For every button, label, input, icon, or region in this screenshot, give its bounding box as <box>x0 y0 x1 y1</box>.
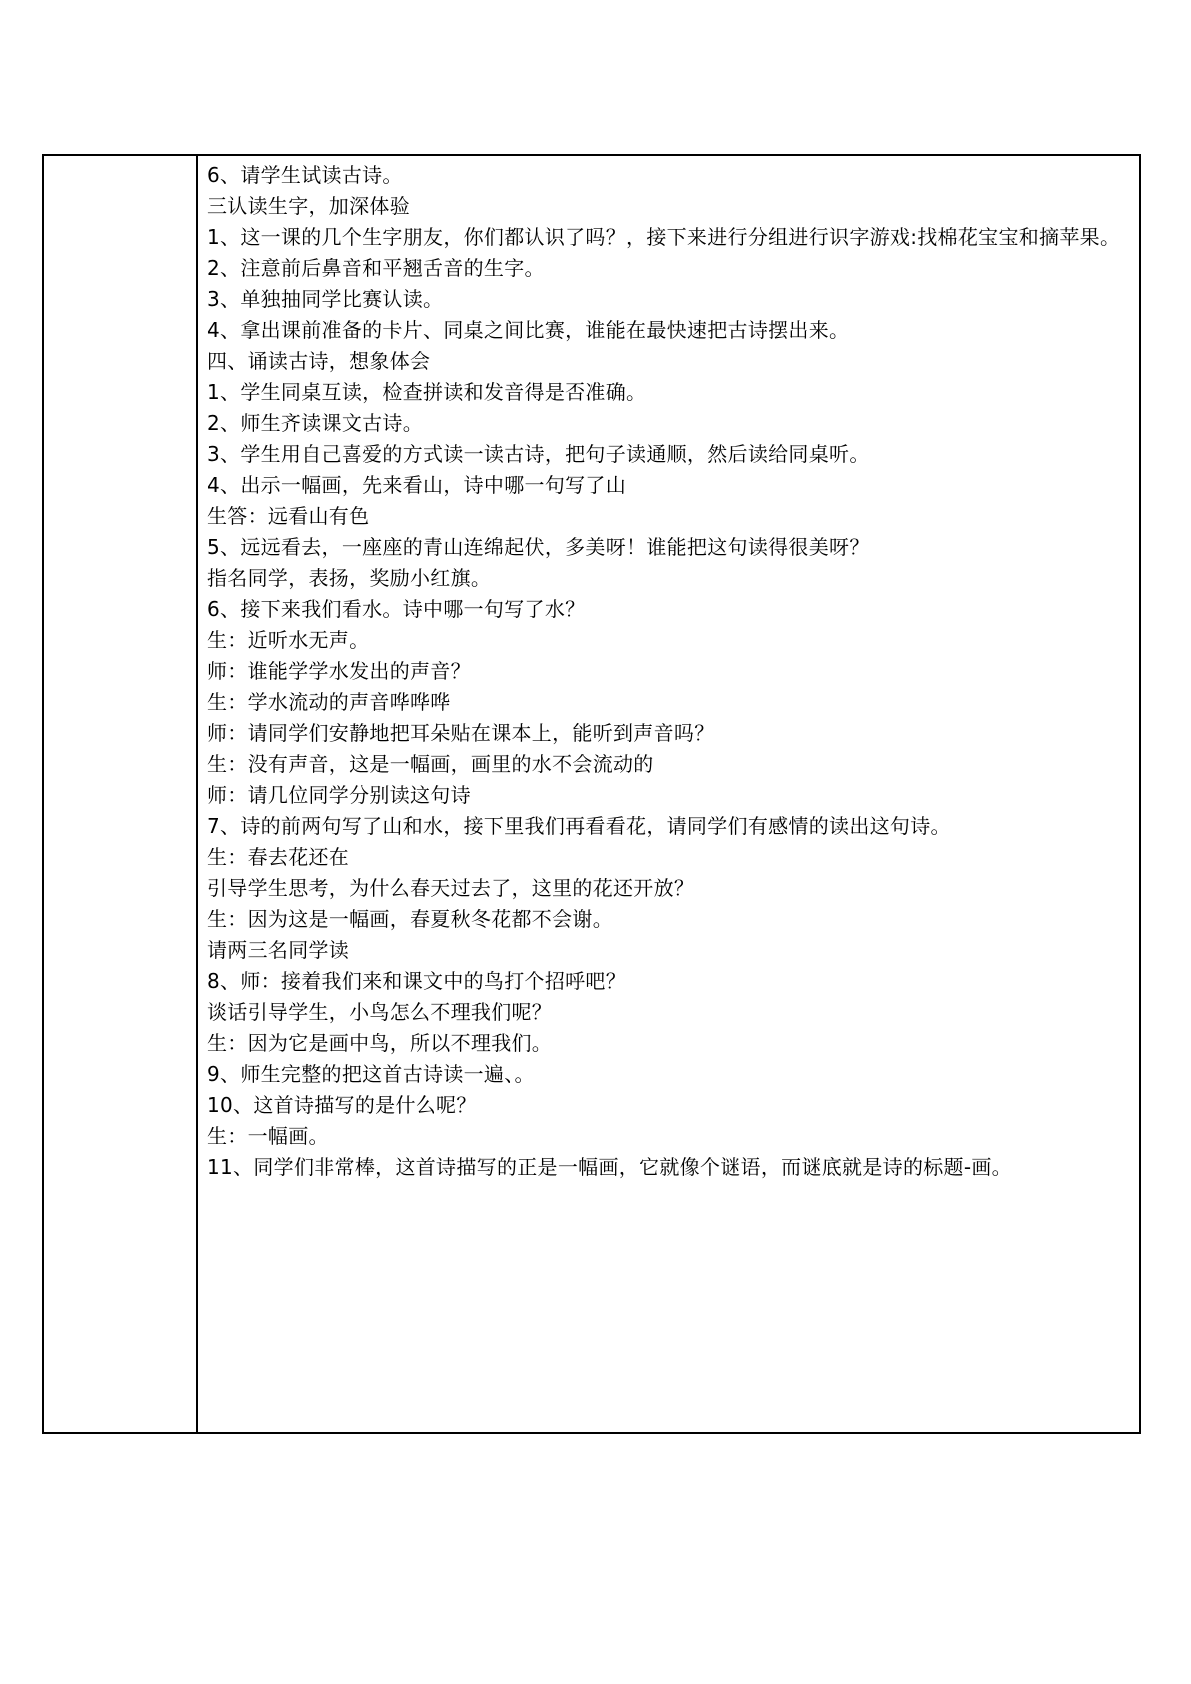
section-heading: 三认读生字，加深体验 <box>207 194 410 218</box>
text-line: 生：没有声音，这是一幅画，画里的水不会流动的 <box>207 752 654 776</box>
text-line: 师：请同学们安静地把耳朵贴在课本上，能听到声音吗？ <box>207 721 715 745</box>
text-line: 10、这首诗描写的是什么呢？ <box>207 1093 477 1117</box>
text-line: 生：近听水无声。 <box>207 628 370 652</box>
text-line: 引导学生思考，为什么春天过去了，这里的花还开放？ <box>207 876 695 900</box>
text-line: 1、这一课的几个生字朋友，你们都认识了吗？，接下来进行分组进行识字游戏:找棉花宝宝和摘苹果。 <box>207 225 1121 249</box>
text-line: 生答：远看山有色 <box>207 504 370 528</box>
text-line: 6、请学生试读古诗。 <box>207 163 403 187</box>
text-line: 师：请几位同学分别读这句诗 <box>207 783 471 807</box>
text-line: 6、接下来我们看水。诗中哪一句写了水？ <box>207 597 586 621</box>
lesson-plan-table <box>42 154 1141 1434</box>
text-line: 生：一幅画。 <box>207 1124 329 1148</box>
text-line: 5、远远看去，一座座的青山连绵起伏，多美呀！谁能把这句读得很美呀？ <box>207 535 870 559</box>
table-content-cell <box>198 156 1139 1432</box>
text-line: 师：谁能学学水发出的声音？ <box>207 659 471 683</box>
text-line: 3、学生用自己喜爱的方式读一读古诗，把句子读通顺，然后读给同桌听。 <box>207 442 870 466</box>
text-line: 2、师生齐读课文古诗。 <box>207 411 424 435</box>
text-line: 生：春去花还在 <box>207 845 350 869</box>
text-line: 8、师：接着我们来和课文中的鸟打个招呼吧？ <box>207 969 627 993</box>
lesson-text <box>207 160 1131 1183</box>
text-line: 生：因为这是一幅画，春夏秋冬花都不会谢。 <box>207 907 613 931</box>
text-line: 谈话引导学生，小鸟怎么不理我们呢？ <box>207 1000 553 1024</box>
text-line: 生：学水流动的声音哗哗哗 <box>207 690 451 714</box>
text-line: 1、学生同桌互读，检查拼读和发音得是否准确。 <box>207 380 647 404</box>
text-line: 指名同学，表扬，奖励小红旗。 <box>207 566 492 590</box>
section-heading: 四、诵读古诗，想象体会 <box>207 349 431 373</box>
text-line: 3、单独抽同学比赛认读。 <box>207 287 444 311</box>
text-line: 7、诗的前两句写了山和水，接下里我们再看看花，请同学们有感情的读出这句诗。 <box>207 814 951 838</box>
text-line: 2、注意前后鼻音和平翘舌音的生字。 <box>207 256 545 280</box>
text-line: 生：因为它是画中鸟，所以不理我们。 <box>207 1031 553 1055</box>
text-line: 4、拿出课前准备的卡片、同桌之间比赛，谁能在最快速把古诗摆出来。 <box>207 318 850 342</box>
text-line: 9、师生完整的把这首古诗读一遍、。 <box>207 1062 535 1086</box>
text-line: 4、出示一幅画，先来看山，诗中哪一句写了山 <box>207 473 627 497</box>
table-left-cell <box>44 156 198 1432</box>
text-line: 11、同学们非常棒，这首诗描写的正是一幅画，它就像个谜语，而谜底就是诗的标题-画。 <box>207 1155 1012 1179</box>
text-line: 请两三名同学读 <box>207 938 350 962</box>
